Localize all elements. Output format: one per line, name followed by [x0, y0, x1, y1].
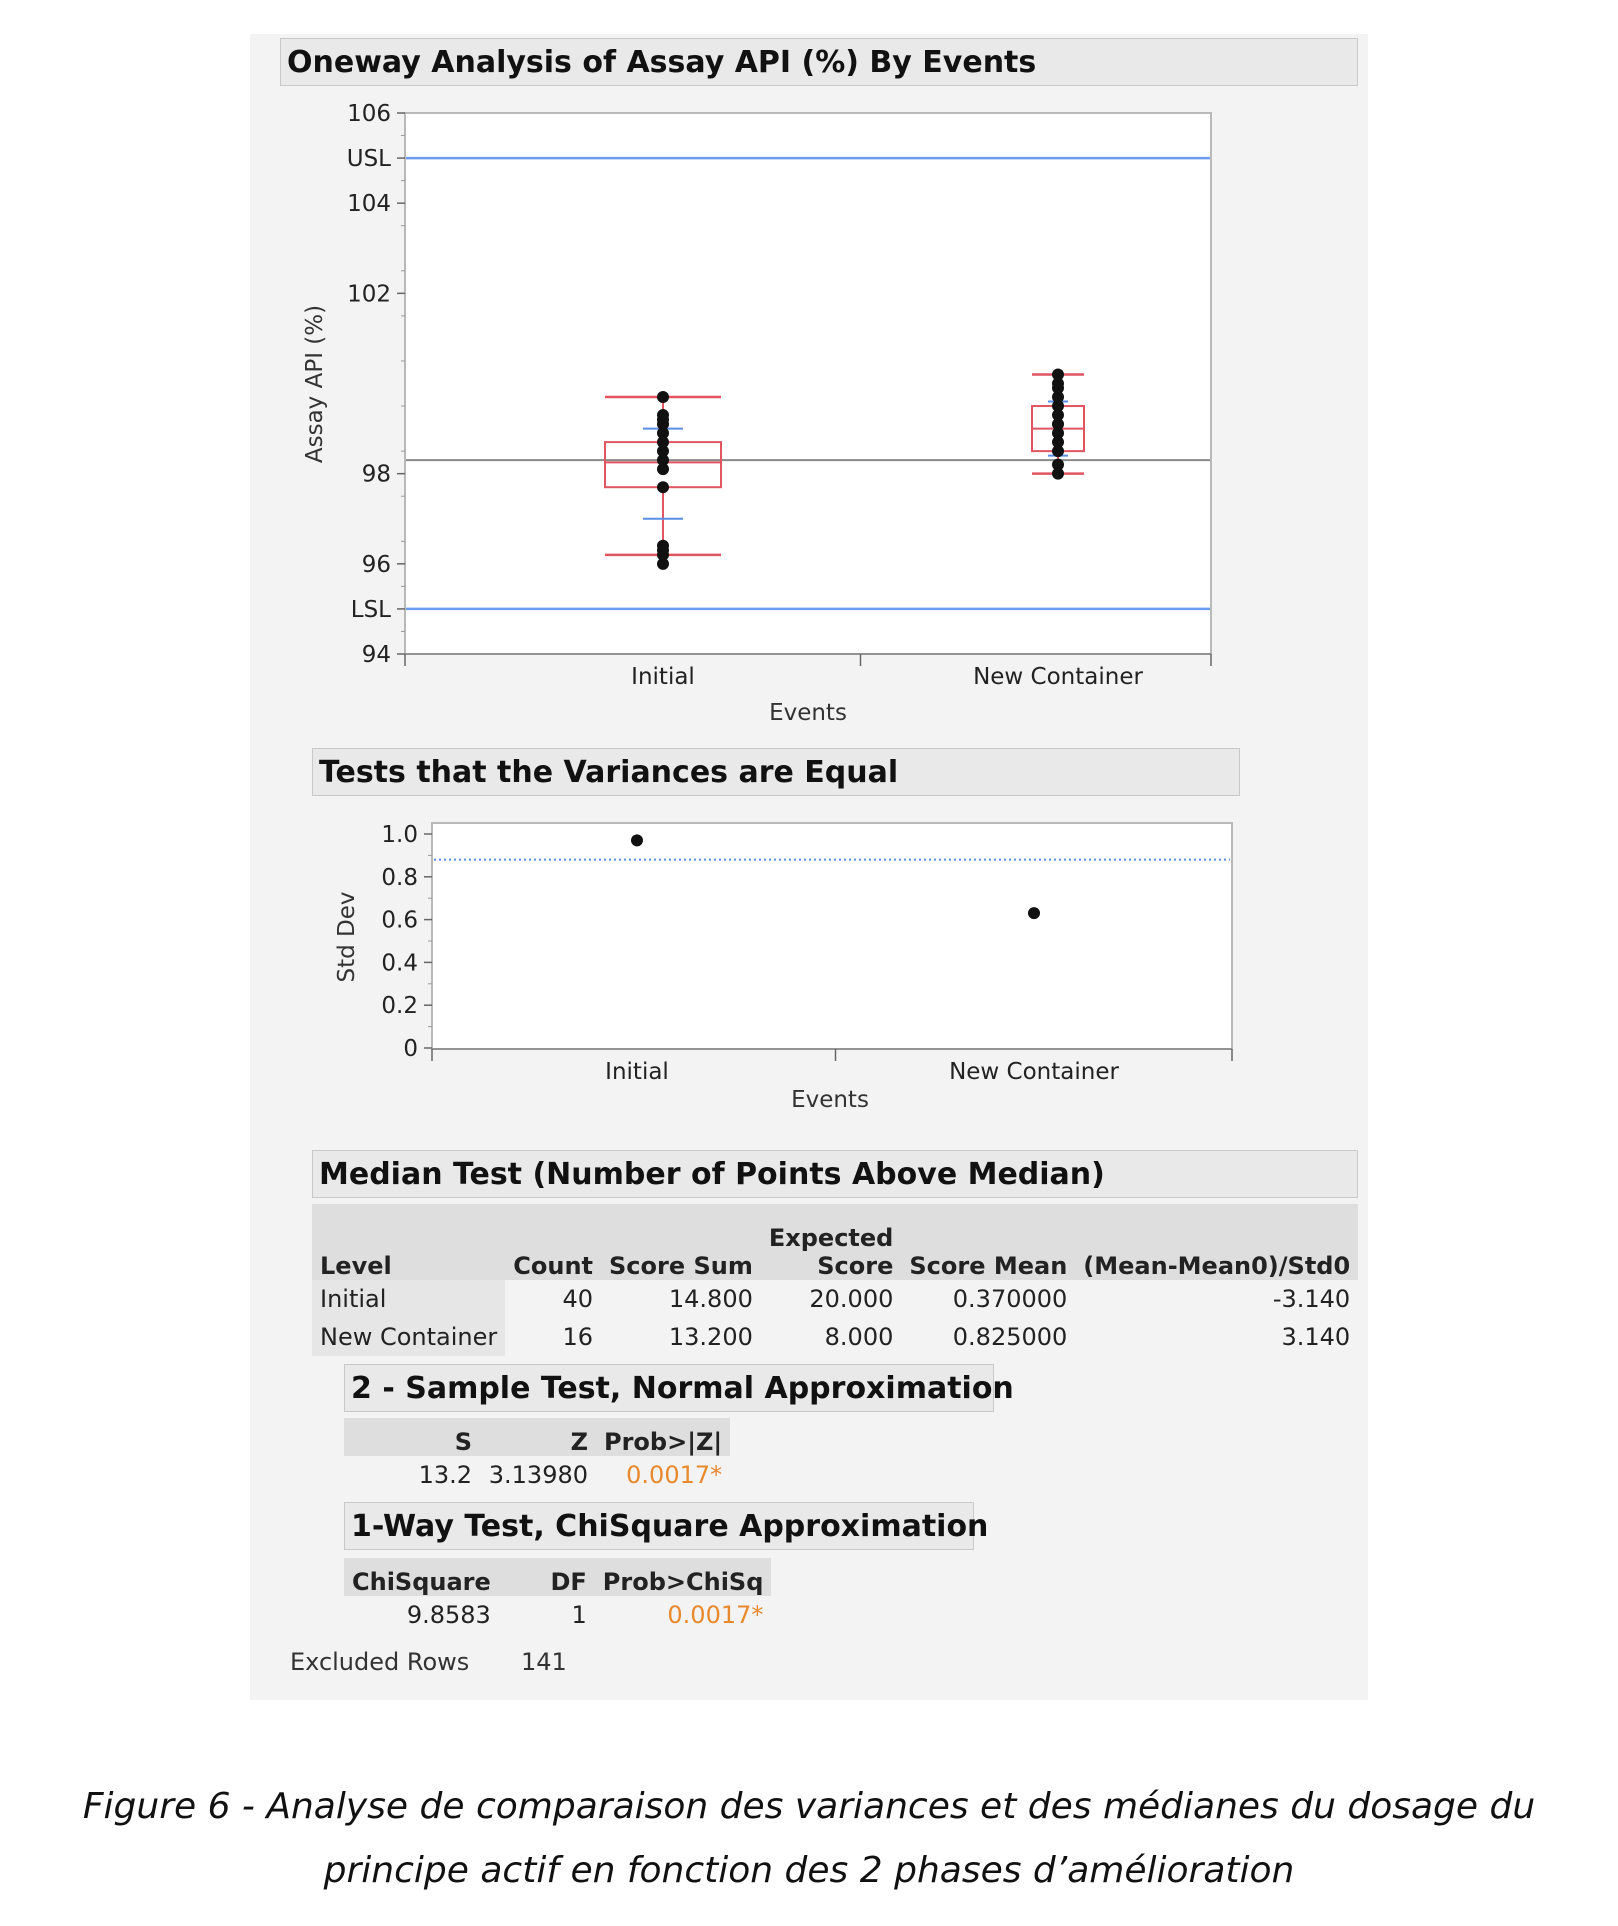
- row-level: New Container: [312, 1318, 505, 1356]
- row-score-mean: 0.370000: [952, 1285, 1068, 1313]
- table-row: [344, 1596, 771, 1634]
- col-expected-line1: Expected: [768, 1224, 894, 1252]
- table-row: [344, 1456, 730, 1494]
- table-row: [312, 1318, 1358, 1356]
- y-tick-label: 96: [361, 551, 391, 578]
- data-point: [1052, 368, 1064, 380]
- data-point: [657, 391, 669, 403]
- row-count: 40: [562, 1285, 594, 1313]
- row-score-sum: 13.200: [668, 1323, 753, 1351]
- excluded-rows: [290, 1648, 567, 1676]
- y-tick-label: 0.6: [381, 907, 418, 934]
- y-tick-label: 104: [347, 191, 391, 218]
- x-tick-label: New Container: [949, 1059, 1119, 1085]
- row-expected-score: 20.000: [809, 1285, 894, 1313]
- row-count: 16: [562, 1323, 594, 1351]
- variances-header[interactable]: [312, 748, 1240, 796]
- y-tick-label: 0.4: [381, 950, 418, 977]
- value-s: 13.2: [418, 1461, 472, 1489]
- one-way-header-row: [344, 1558, 771, 1596]
- col-mean-std: (Mean-Mean0)/Std0: [1075, 1204, 1358, 1280]
- y-tick-label: 106: [347, 101, 391, 127]
- oneway-title: Oneway Analysis of Assay API (%) By Events: [287, 45, 1037, 80]
- value-z: 3.13980: [488, 1461, 588, 1489]
- value-prob-chisq: 0.0017*: [667, 1601, 764, 1629]
- y-tick-label: 102: [347, 281, 391, 308]
- median-test-header-row: [312, 1204, 1358, 1280]
- row-mean-std: -3.140: [1272, 1285, 1351, 1313]
- table-row: [312, 1280, 1358, 1318]
- spec-label-usl: USL: [346, 146, 391, 173]
- median-test-title: Median Test (Number of Points Above Median): [319, 1157, 1105, 1192]
- variances-xlabel: Events: [791, 1087, 869, 1113]
- oneway-chart: [250, 90, 1368, 730]
- one-way-table: [344, 1558, 771, 1634]
- variances-title: Tests that the Variances are Equal: [319, 755, 899, 790]
- data-point: [657, 481, 669, 493]
- one-way-title: 1-Way Test, ChiSquare Approximation: [351, 1509, 989, 1544]
- col-expected-line2: Score: [817, 1252, 894, 1280]
- excluded-rows-label: Excluded Rows: [290, 1648, 470, 1676]
- spec-label-lsl: LSL: [350, 596, 391, 623]
- caption-line1: Figure 6 - Analyse de comparaison des variances et des médianes du dosage du: [82, 1786, 1536, 1827]
- std-dev-point: [631, 834, 643, 846]
- two-sample-header-row: [344, 1418, 730, 1456]
- x-tick-label: Initial: [631, 664, 695, 690]
- value-chisquare: 9.8583: [406, 1601, 491, 1629]
- row-mean-std: 3.140: [1281, 1323, 1351, 1351]
- median-test-table: [312, 1204, 1358, 1356]
- caption-line2: principe actif en fonction des 2 phases d’amélioration: [323, 1850, 1295, 1891]
- std-dev-point: [1028, 907, 1040, 919]
- y-tick-label: 98: [361, 461, 391, 488]
- y-tick-label: 0.2: [381, 993, 418, 1020]
- col-score-mean: Score Mean: [901, 1204, 1075, 1280]
- figure-caption: [0, 1775, 1618, 1903]
- row-score-mean: 0.825000: [952, 1323, 1068, 1351]
- two-sample-header[interactable]: [344, 1364, 1014, 1412]
- median-test-header[interactable]: [312, 1150, 1358, 1198]
- oneway-plot-frame: [405, 113, 1211, 654]
- oneway-header[interactable]: [280, 38, 1358, 86]
- row-expected-score: 8.000: [824, 1323, 894, 1351]
- col-prob-chisq: Prob>ChiSq: [595, 1558, 772, 1596]
- row-score-sum: 14.800: [668, 1285, 753, 1313]
- value-prob-z: 0.0017*: [626, 1461, 723, 1489]
- col-z: Z: [480, 1418, 596, 1456]
- col-s: S: [344, 1418, 480, 1456]
- y-tick-label: 0: [403, 1036, 418, 1062]
- variances-chart: [250, 805, 1368, 1135]
- x-tick-label: Initial: [605, 1059, 669, 1085]
- y-tick-label: 1.0: [381, 822, 418, 848]
- col-score-sum: Score Sum: [601, 1204, 761, 1280]
- variances-plot-frame: [432, 823, 1232, 1049]
- excluded-rows-value: 141: [520, 1648, 567, 1676]
- col-chisquare: ChiSquare: [344, 1558, 499, 1596]
- x-tick-label: New Container: [973, 664, 1143, 690]
- data-point: [657, 409, 669, 421]
- oneway-ylabel: Assay API (%): [302, 304, 328, 464]
- value-df: 1: [571, 1601, 587, 1629]
- col-df: DF: [499, 1558, 595, 1596]
- variances-ylabel: Std Dev: [334, 891, 360, 983]
- col-count: Count: [505, 1204, 601, 1280]
- data-point: [1052, 459, 1064, 471]
- two-sample-table: [344, 1418, 730, 1494]
- y-tick-label: 0.8: [381, 864, 418, 891]
- y-tick-label: 94: [361, 642, 391, 668]
- one-way-header[interactable]: [344, 1502, 989, 1550]
- two-sample-title: 2 - Sample Test, Normal Approximation: [351, 1371, 1014, 1406]
- col-level: Level: [312, 1204, 505, 1280]
- row-level: Initial: [312, 1280, 505, 1318]
- col-prob-z: Prob>|Z|: [596, 1418, 730, 1456]
- data-point: [657, 540, 669, 552]
- oneway-xlabel: Events: [769, 700, 847, 726]
- col-expected-score: [761, 1204, 902, 1280]
